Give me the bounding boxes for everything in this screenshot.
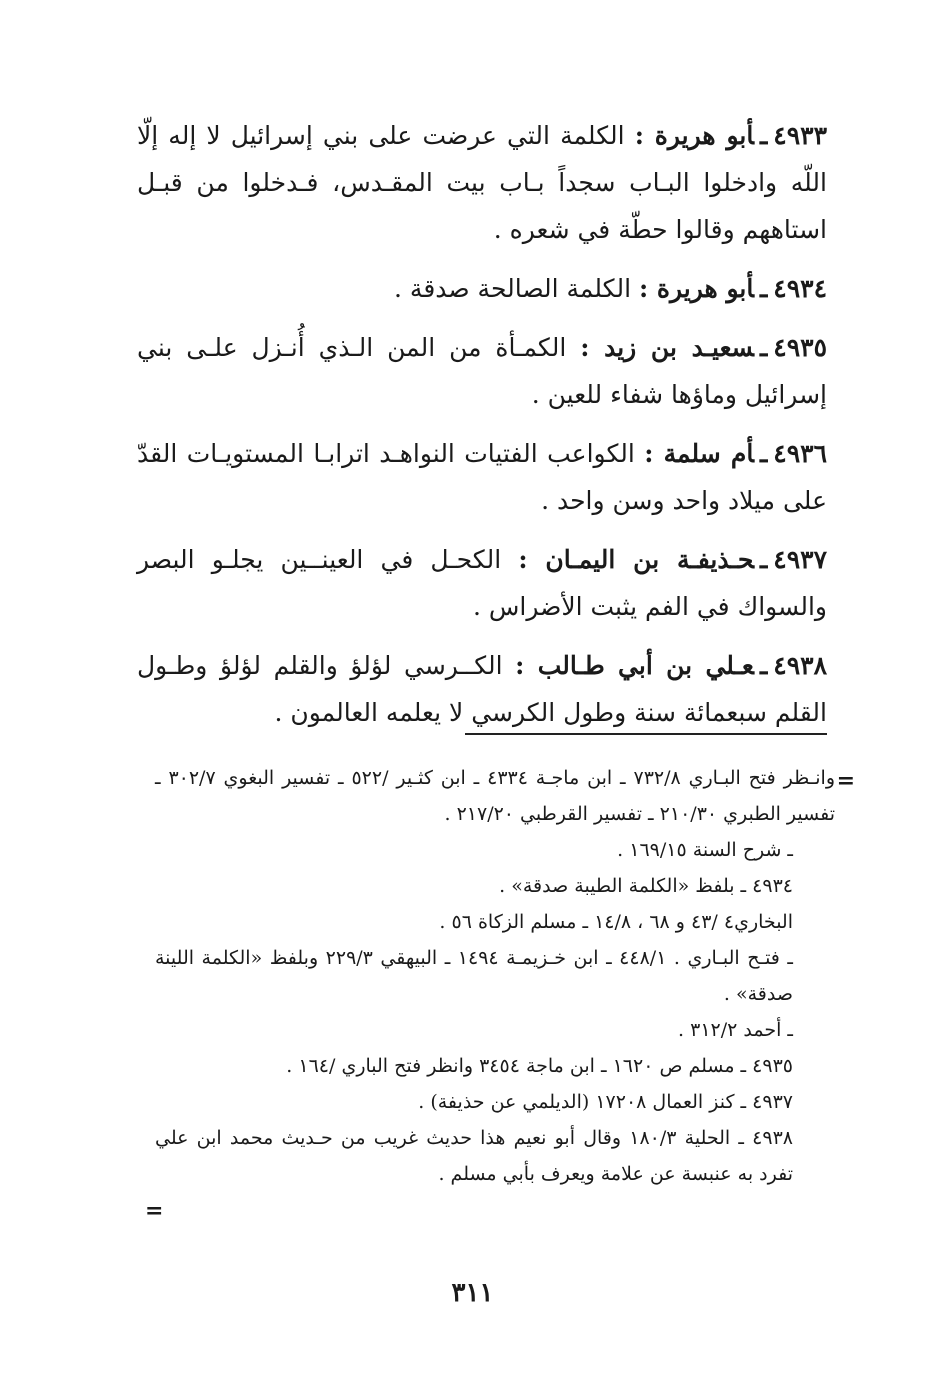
entry-narrator: أبو هريرة :: [634, 121, 754, 150]
entry-number: ٤٩٣٧: [773, 545, 827, 574]
hadith-entry-4934: ٤٩٣٤ـأبو هريرة : الكلمة الصالحة صدقة .: [394, 274, 827, 303]
entry-number: ٤٩٣٣: [773, 121, 828, 150]
footnote-line: ٤٩٣٧ ـ كنز العمال ١٧٢٠٨ (الديلمي عن حذيفة) .: [418, 1091, 793, 1113]
entry-narrator: أم سلمة :: [644, 439, 754, 468]
hadith-entry-4933: ٤٩٣٣ـأبو هريرة : الكلمة التي عرضت على بني إسرائيل لا إله إلّا اللّه وادخلوا البـاب سجداً بـاب بيت المقـدس، فـدخلوا من قبـل استاههم وقالوا حطّة في شعره .: [137, 121, 828, 244]
hadith-entry-4937: ٤٩٣٧ـحـذيفـة بن اليمـان : الكحـل في العينــين يجلـو البصر والسواك في الفم يثبت الأضراس .: [137, 545, 827, 621]
entry-narrator: أبو هريرة :: [638, 274, 754, 303]
continuation-mark-top: =: [836, 768, 855, 794]
hadith-entries: [137, 112, 827, 748]
entry-text: الكحـل في العينــين يجلـو البصر والسواك في الفم يثبت الأضراس .: [137, 545, 827, 621]
hadith-entry-4936: ٤٩٣٦ـأم سلمة : الكواعب الفتيات النواهـد اترابـا المستويـات القدّ على ميلاد واحد وسن واحد .: [137, 439, 827, 515]
footnote-line: ـ شرح السنة ١٦٩/١٥ .: [617, 839, 793, 861]
entry-number: ٤٩٣٨: [773, 651, 827, 680]
hadith-entry-4935: ٤٩٣٥ـسعيـد بن زيد : الكمـأة من المن الـذي أُنـزل علـى بني إسرائيل وماؤها شفاء للعين .: [137, 333, 827, 409]
entry-text: الكــرسي لؤلؤ والقلم لؤلؤ وطـول القلم سبعمائة سنة وطول الكرسي لا يعلمه العالمون .: [137, 651, 827, 727]
footnote-line: ـ فتـح البـاري . ٤٤٨/١ ـ ابن خـزيمـة ١٤٩٤ ـ البيهقي ٢٢٩/٣ وبلفظ «الكلمة اللينة صدقة» .: [155, 947, 793, 1005]
hadith-entry-4938: ٤٩٣٨ـعـلي بن أبي طـالب : الكــرسي لؤلؤ والقلم لؤلؤ وطـول القلم سبعمائة سنة وطول الكرسي لا يعلمه العالمون .: [137, 651, 827, 727]
entry-narrator: حـذيفـة بن اليمـان :: [518, 545, 754, 574]
continuation-mark-bottom: =: [145, 1198, 164, 1224]
entry-text: الكلمة التي عرضت على بني إسرائيل لا إله إلّا اللّه وادخلوا البـاب سجداً بـاب بيت المقـدس، فـدخلوا من قبـل استاههم وقالوا حطّة في شعره .: [137, 121, 827, 244]
entry-number: ٤٩٣٦: [773, 439, 827, 468]
footnote-line: وانـظر فتح البـاري ٧٣٢/٨ ـ ابن ماجـة ٤٣٣٤ ـ ابن كثـير /٥٢٢ ـ تفسير البغوي ٣٠٢/٧ ـ تفسير الطبري ٢١٠/٣٠ ـ تفسير القرطبي ٢١٧/٢٠ .: [155, 767, 835, 825]
entry-text: الكمـأة من المن الـذي أُنـزل علـى بني إسرائيل وماؤها شفاء للعين .: [137, 333, 827, 409]
footnote-line: ٤٩٣٥ ـ مسلم ص ١٦٢٠ ـ ابن ماجة ٣٤٥٤ وانظر فتح الباري /١٦٤ .: [286, 1055, 793, 1077]
entry-narrator: عـلي بن أبي طـالب :: [515, 651, 754, 680]
footnote-divider: [465, 733, 827, 735]
entry-number: ٤٩٣٥: [773, 333, 827, 362]
footnote-line: ٤٩٣٤ ـ بلفظ «الكلمة الطيبة صدقة» .: [499, 875, 793, 897]
footnote-line: ٤٩٣٨ ـ الحلية ١٨٠/٣ وقال أبو نعيم هذا حديث غريب من حـديث محمد ابن علي تفرد به عنبسة عن علامة ويعرف بأبي مسلم .: [155, 1127, 793, 1185]
entry-text: الكلمة الصالحة صدقة .: [394, 274, 632, 303]
entry-number: ٤٩٣٤: [773, 274, 827, 303]
page-number: ٣١١: [451, 1278, 494, 1308]
entry-text: الكواعب الفتيات النواهـد اترابـا المستويـات القدّ على ميلاد واحد وسن واحد .: [137, 439, 827, 515]
footnote-line: البخاري٤ /٤٣ و ٦٨ ، ١٤/٨ ـ مسلم الزكاة ٥٦ .: [439, 911, 793, 933]
footnote-line: ـ أحمد ٣١٢/٢ .: [678, 1019, 793, 1041]
footnotes: [155, 760, 835, 1192]
entry-narrator: سعيـد بن زيد :: [580, 333, 754, 362]
